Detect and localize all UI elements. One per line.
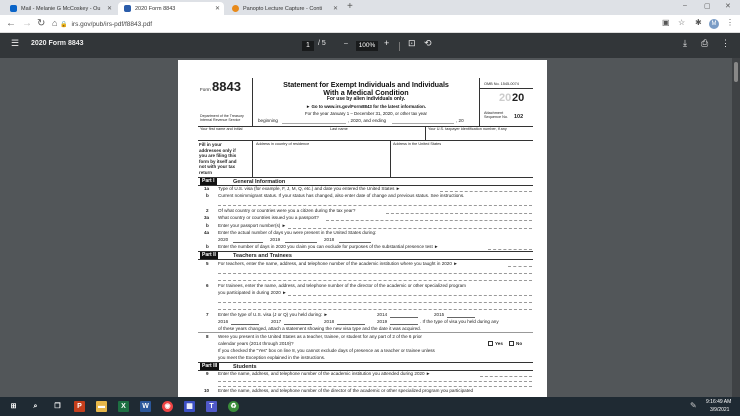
line-7-text-2: . If the type of visa you held during any xyxy=(420,319,499,324)
maximize-button[interactable]: ▢ xyxy=(704,3,711,10)
menu-icon[interactable]: ⋮ xyxy=(726,18,734,27)
form-number: 8843 xyxy=(212,79,241,94)
panopto-icon xyxy=(232,5,239,12)
line-number: 10 xyxy=(204,388,210,393)
line-6-field-2[interactable] xyxy=(218,302,532,303)
windows-start-icon[interactable]: ⊞ xyxy=(10,403,17,410)
address-bar-row xyxy=(0,15,740,33)
first-name-label: Your first name and initial xyxy=(200,127,243,131)
tab-panopto[interactable]: Panopto Lecture Capture - Conti ✕ xyxy=(226,2,342,15)
tab-form-8843[interactable]: 2020 Form 8843 ✕ xyxy=(118,2,224,15)
zoom-out-button[interactable]: – xyxy=(344,40,348,47)
year-label: 2020 xyxy=(218,237,229,242)
line-5-field-3[interactable] xyxy=(218,280,532,281)
year-label: 2019 xyxy=(270,237,281,242)
fit-page-icon[interactable]: ⊡ xyxy=(408,38,416,48)
line-7-text-3: of these years changed, attach a statement showing the new visa type and the date it was acquired. xyxy=(218,326,422,331)
pdf-toolbar xyxy=(0,33,740,58)
form-subtitle: For use by alien individuals only. xyxy=(326,96,406,102)
clock-date[interactable]: 3/9/2021 xyxy=(710,407,730,413)
year-label: 2016 xyxy=(218,319,229,324)
line-1b-text: Current nonimmigrant status. If your status has changed, also enter date of change and previous status. See instructions. xyxy=(218,193,465,198)
attachment-label: Attachment xyxy=(484,111,504,115)
beginning-field[interactable] xyxy=(282,123,346,124)
search-icon[interactable]: ⌕ xyxy=(33,403,38,410)
line-9-field-2[interactable] xyxy=(218,381,532,382)
divider xyxy=(479,88,533,89)
pen-icon[interactable]: ✎ xyxy=(690,401,697,410)
tax-year-label: For the year January 1 – December 31, 2020, or other tax year xyxy=(304,111,428,116)
avatar[interactable]: M xyxy=(709,19,719,29)
line-4a-text: Enter the actual number of days you were present in the United States during: xyxy=(218,230,377,235)
divider xyxy=(198,251,533,252)
days-2019-field[interactable] xyxy=(285,242,317,243)
line-9-text: Enter the name, address, and telephone number of the academic institution you attended during 2020 ► xyxy=(218,371,431,376)
divider xyxy=(198,259,533,260)
line-number: 1a xyxy=(204,186,210,191)
us-address-label[interactable]: Address in the United States xyxy=(393,142,442,146)
close-tab-icon[interactable]: ✕ xyxy=(332,6,338,12)
part-2-title: Teachers and Trainees xyxy=(233,253,292,259)
line-3b-text: Enter your passport number(s) ► xyxy=(218,223,287,228)
scrollbar-thumb[interactable] xyxy=(734,62,738,82)
divider xyxy=(390,140,391,177)
line-10-text: Enter the name, address, and telephone number of the director of the academic or other specialized program you participated xyxy=(218,388,474,393)
tin-label: Your U.S. taxpayer identification number, if any xyxy=(428,127,507,131)
taskbar xyxy=(0,397,740,416)
part-3-label: Part III xyxy=(202,363,218,369)
new-tab-button[interactable]: + xyxy=(347,1,353,12)
task-view-icon[interactable]: ❐ xyxy=(54,403,61,410)
back-icon[interactable]: ← xyxy=(6,18,16,29)
line-number: 4a xyxy=(204,230,210,235)
line-4b-field[interactable] xyxy=(488,249,532,250)
form-title: Statement for Exempt Individuals and Individuals xyxy=(283,80,449,89)
tab-mail[interactable]: Mail - Melanie G McCoskey - Ou ✕ xyxy=(4,2,116,15)
home-icon[interactable]: ⌂ xyxy=(52,18,58,28)
reload-icon[interactable]: ↻ xyxy=(37,18,46,29)
no-checkbox[interactable] xyxy=(509,341,514,346)
scrollbar[interactable] xyxy=(732,58,740,397)
line-2-field[interactable] xyxy=(386,213,532,214)
line-5-text: For teachers, enter the name, address, and telephone number of the academic institution where you taught in 2020 ► xyxy=(218,261,458,266)
line-9-field-3[interactable] xyxy=(218,386,532,387)
line-6-text-2: you participated in during 2020 ► xyxy=(218,290,287,295)
sequence-number: 102 xyxy=(514,114,524,120)
extensions-icon[interactable]: ✱ xyxy=(695,18,702,27)
chrome-icon[interactable]: ◉ xyxy=(162,401,173,412)
ending-field[interactable] xyxy=(392,123,454,124)
omb-number: OMB No. 1545-0074 xyxy=(484,82,519,86)
app-icon[interactable]: ♻ xyxy=(228,401,239,412)
line-6-text: For trainees, enter the name, address, and telephone number of the director of the academic or other specialized program xyxy=(218,283,466,288)
divider xyxy=(198,177,533,178)
line-1a-field[interactable] xyxy=(440,191,532,192)
line-number: 7 xyxy=(206,312,209,317)
line-3b-field[interactable] xyxy=(288,228,532,229)
line-number: 2 xyxy=(206,208,209,213)
page-number-input[interactable]: 1 xyxy=(302,41,314,51)
divider xyxy=(198,362,533,363)
qr-icon[interactable]: ▣ xyxy=(662,18,670,27)
line-number: 5 xyxy=(206,261,209,266)
line-3a-text: What country or countries issued you a passport? xyxy=(218,215,319,220)
visa-2014-field[interactable] xyxy=(390,317,418,318)
pdf-page xyxy=(178,60,547,397)
part-1-title: General Information xyxy=(233,179,286,185)
form-label: Form xyxy=(200,87,211,92)
line-7-text: Enter the type of U.S. visa (J or Q) you held during: ► xyxy=(218,312,328,317)
rotate-icon[interactable]: ⟲ xyxy=(424,38,432,48)
divider xyxy=(399,42,400,51)
star-icon[interactable]: ☆ xyxy=(678,18,686,27)
line-6-field-3[interactable] xyxy=(218,309,532,310)
no-label: No xyxy=(516,341,523,346)
divider xyxy=(252,78,253,127)
part-1-label: Part I xyxy=(202,178,215,184)
goto-instruction: ► Go to www.irs.gov/Form8843 for the latest information. xyxy=(305,104,427,109)
line-1b-field[interactable] xyxy=(218,205,532,206)
tin-field[interactable] xyxy=(426,132,532,140)
beginning-label: beginning xyxy=(258,118,278,123)
line-3a-field[interactable] xyxy=(326,220,532,221)
line-5-field-2[interactable] xyxy=(218,273,532,274)
yes-checkbox[interactable] xyxy=(488,341,493,346)
word-icon[interactable]: W xyxy=(140,401,151,412)
line-9-field[interactable] xyxy=(480,376,532,377)
tab-bar xyxy=(0,0,740,15)
calendar-icon[interactable]: ▦ xyxy=(184,401,195,412)
line-4b-text: Enter the number of days in 2020 you claim you can exclude for purposes of the substantial presence test ► xyxy=(218,244,439,249)
clock-time[interactable]: 9:16:49 AM xyxy=(706,399,732,405)
yes-label: Yes xyxy=(495,341,503,346)
excel-icon[interactable]: X xyxy=(118,401,129,412)
document-title: 2020 Form 8843 xyxy=(31,40,84,47)
divider xyxy=(198,332,533,333)
irs-label: Internal Revenue Service xyxy=(200,118,241,122)
name-field[interactable] xyxy=(198,132,424,140)
line-8-text-2: calendar years (2014 through 2019)? xyxy=(218,341,294,346)
year-label: 2018 xyxy=(324,319,335,324)
last-name-label: Last name xyxy=(330,127,348,131)
divider xyxy=(252,140,253,177)
print-icon[interactable]: ⎙ xyxy=(701,38,709,48)
zoom-in-button[interactable]: + xyxy=(384,38,390,48)
line-2-text: Of what country or countries were you a citizen during the tax year? xyxy=(218,208,356,213)
visa-2016-field[interactable] xyxy=(231,324,259,325)
sequence-label: Sequence No. xyxy=(484,115,509,119)
divider xyxy=(198,140,533,141)
irs-icon xyxy=(124,5,131,12)
more-icon[interactable]: ⋮ xyxy=(721,38,730,48)
lock-icon: 🔒 xyxy=(60,21,68,28)
year-light: 20 xyxy=(499,92,512,104)
download-icon[interactable]: ⤓ xyxy=(683,38,687,48)
line-number: 3a xyxy=(204,215,210,220)
close-window-button[interactable]: ✕ xyxy=(725,3,731,10)
close-tab-icon[interactable]: ✕ xyxy=(214,6,220,12)
url-input[interactable]: 🔒 irs.gov/pub/irs-pdf/f8843.pdf xyxy=(60,20,153,28)
minimize-button[interactable]: – xyxy=(683,2,687,9)
line-1a-text: Type of U.S. visa (for example, F, J, M, Q, etc.) and date you entered the United States ► xyxy=(218,186,401,191)
forward-icon[interactable]: → xyxy=(22,18,32,29)
year-bold: 20 xyxy=(512,92,525,104)
line-number: b xyxy=(206,193,209,198)
line-8-text-4: you meet the Exception explained in the instructions. xyxy=(218,355,326,360)
file-explorer-icon[interactable]: ▬ xyxy=(98,403,105,410)
visa-2019-field[interactable] xyxy=(390,324,418,325)
line-6-field[interactable] xyxy=(288,295,532,296)
teams-icon[interactable]: T xyxy=(206,401,217,412)
part-2-label: Part II xyxy=(202,252,216,258)
page-total: / 5 xyxy=(318,40,326,47)
visa-2017-field[interactable] xyxy=(284,324,312,325)
line-number: b xyxy=(206,223,209,228)
line-8-text-3: If you checked the "Yes" box on line 8, you cannot exclude days of presence as a teacher or trainee unless xyxy=(218,348,435,353)
line-8-text: Were you present in the United States as a teacher, trainee, or student for any part of 2 of the 6 prior xyxy=(218,334,422,339)
year-label: 2017 xyxy=(271,319,282,324)
year-label: 2015 xyxy=(434,312,445,317)
line-number: 8 xyxy=(206,334,209,339)
foreign-address-label[interactable]: Address in country of residence xyxy=(256,142,310,146)
year-label: 2019 xyxy=(377,319,388,324)
fill-in-label: Fill in your addresses only if you are filing this form by itself and not with your tax return xyxy=(199,142,237,175)
outlook-icon xyxy=(10,5,17,12)
powerpoint-icon[interactable]: P xyxy=(74,401,85,412)
hamburger-icon[interactable]: ☰ xyxy=(11,38,20,48)
zoom-input[interactable]: 100% xyxy=(356,41,378,51)
divider xyxy=(479,78,480,127)
visa-2018-field[interactable] xyxy=(337,324,365,325)
line-number: 9 xyxy=(206,371,209,376)
part-3-title: Students xyxy=(233,364,257,370)
line-5-field[interactable] xyxy=(508,266,532,267)
visa-2015-field[interactable] xyxy=(447,317,475,318)
close-tab-icon[interactable]: ✕ xyxy=(106,6,112,12)
year-label: 2018 xyxy=(324,237,335,242)
ending-label: , 2020, and ending xyxy=(348,118,387,123)
year-suffix-label: , 20 xyxy=(456,118,464,123)
line-number: 6 xyxy=(206,283,209,288)
line-number: b xyxy=(206,244,209,249)
dept-label: Department of the Treasury xyxy=(200,114,244,118)
days-2020-field[interactable] xyxy=(233,242,263,243)
form-title-2: With a Medical Condition xyxy=(323,88,409,97)
days-2018-field[interactable] xyxy=(339,242,371,243)
year-label: 2014 xyxy=(377,312,388,317)
